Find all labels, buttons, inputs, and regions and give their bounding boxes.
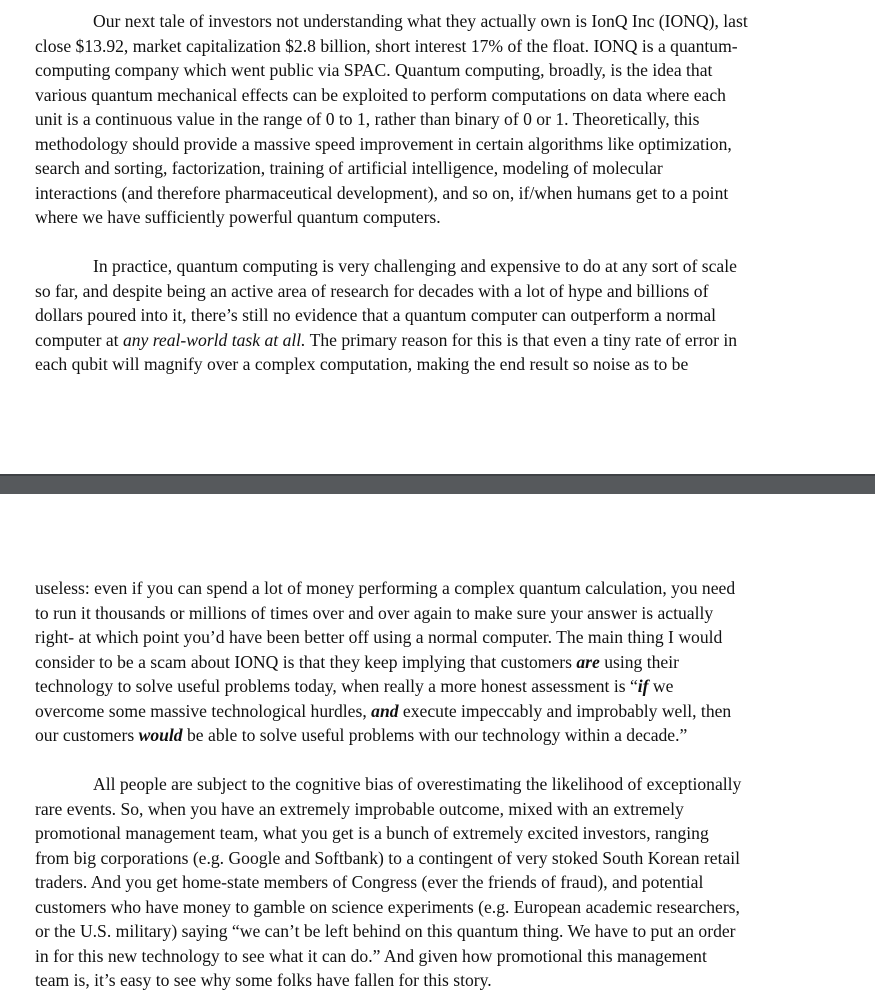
- paragraph-line: Our next tale of investors not understanding what they actually own is IonQ Inc (IONQ), last: [93, 11, 748, 31]
- paragraph-line: All people are subject to the cognitive bias of overestimating the likelihood of exceptionally: [93, 774, 742, 794]
- paragraph-line: interactions (and therefore pharmaceutical development), and so on, if/when humans get to a point: [35, 182, 729, 203]
- paragraph-line: traders. And you get home-state members of Congress (ever the friends of fraud), and potential: [35, 872, 704, 892]
- paragraph-line: or the U.S. military) saying “we can’t be left behind on this quantum thing. We have to put an order: [35, 921, 736, 941]
- line-text: computer at: [35, 329, 123, 350]
- line-text: technology to solve useful problems today, when really a more honest assessment is “: [35, 676, 638, 696]
- line-text: consider to be a scam about IONQ is that they keep implying that customers: [35, 651, 577, 672]
- paragraph-line: promotional management team, what you get is a bunch of extremely excited investors, ranging: [35, 823, 709, 843]
- paragraph-gap: [35, 230, 845, 255]
- line-text: be able to solve useful problems with our technology within a decade.”: [182, 725, 688, 745]
- paragraph-line: [35, 674, 845, 699]
- line-text: we: [648, 676, 674, 696]
- emphasis-text: any real-world task at all.: [122, 329, 306, 350]
- line-text: using their: [599, 651, 679, 672]
- paragraph-line: team is, it’s easy to see why some folks have fallen for this story.: [35, 970, 492, 990]
- paragraph-line: [35, 723, 845, 748]
- line-text: overcome some massive technological hurdles,: [35, 700, 372, 721]
- line-text: our customers: [35, 725, 139, 745]
- line-text: execute impeccably and improbably well, then: [398, 700, 732, 721]
- paragraph-line: to run it thousands or millions of times over and over again to make sure your answer is actually: [35, 602, 714, 623]
- page-2-text: [35, 576, 845, 993]
- emphasis-text: and: [371, 700, 399, 721]
- document-page-2: [0, 494, 875, 1000]
- paragraph-line: computing company which went public via SPAC. Quantum computing, broadly, is the idea that: [35, 60, 713, 80]
- paragraph-line: where we have sufficiently powerful quantum computers.: [35, 207, 441, 227]
- paragraph-line: rare events. So, when you have an extremely improbable outcome, mixed with an extremely: [35, 798, 684, 819]
- paragraph-line: each qubit will magnify over a complex computation, making the end result so noise as to be: [35, 354, 689, 374]
- paragraph-line: useless: even if you can spend a lot of money performing a complex quantum calculation, you need: [35, 578, 736, 598]
- paragraph-line: methodology should provide a massive speed improvement in certain algorithms like optimization,: [35, 133, 732, 154]
- page-separator: [0, 474, 875, 494]
- paragraph-line: search and sorting, factorization, training of artificial intelligence, modeling of molecular: [35, 158, 663, 178]
- paragraph-line: right- at which point you’d have been better off using a normal computer. The main thing I would: [35, 627, 723, 647]
- document-page-1: [0, 0, 875, 474]
- paragraph-gap: [35, 748, 845, 773]
- paragraph-line: [35, 650, 845, 675]
- paragraph-line: in for this new technology to see what it can do.” And given how promotional this management: [35, 945, 707, 966]
- paragraph-line: customers who have money to gamble on science experiments (e.g. European academic researchers,: [35, 896, 740, 917]
- paragraph-line: [35, 328, 845, 353]
- emphasis-text: if: [637, 676, 649, 696]
- paragraph-line: so far, and despite being an active area of research for decades with a lot of hype and billions of: [35, 280, 709, 301]
- paragraph-line: unit is a continuous value in the range of 0 to 1, rather than binary of 0 or 1. Theoretically, this: [35, 109, 700, 129]
- paragraph-line: In practice, quantum computing is very challenging and expensive to do at any sort of scale: [93, 256, 737, 276]
- paragraph-line: from big corporations (e.g. Google and Softbank) to a contingent of very stoked South Korean retail: [35, 847, 741, 868]
- paragraph-line: close $13.92, market capitalization $2.8 billion, short interest 17% of the float. IONQ is a quantum-: [35, 35, 738, 56]
- page-1-text: [35, 9, 845, 377]
- paragraph-line: [35, 699, 845, 724]
- paragraph-line: various quantum mechanical effects can be exploited to perform computations on data where each: [35, 84, 726, 105]
- paragraph-line: dollars poured into it, there’s still no evidence that a quantum computer can outperform a normal: [35, 305, 717, 325]
- emphasis-text: would: [138, 725, 183, 745]
- emphasis-text: are: [576, 651, 600, 672]
- line-text: The primary reason for this is that even a tiny rate of error in: [305, 329, 738, 350]
